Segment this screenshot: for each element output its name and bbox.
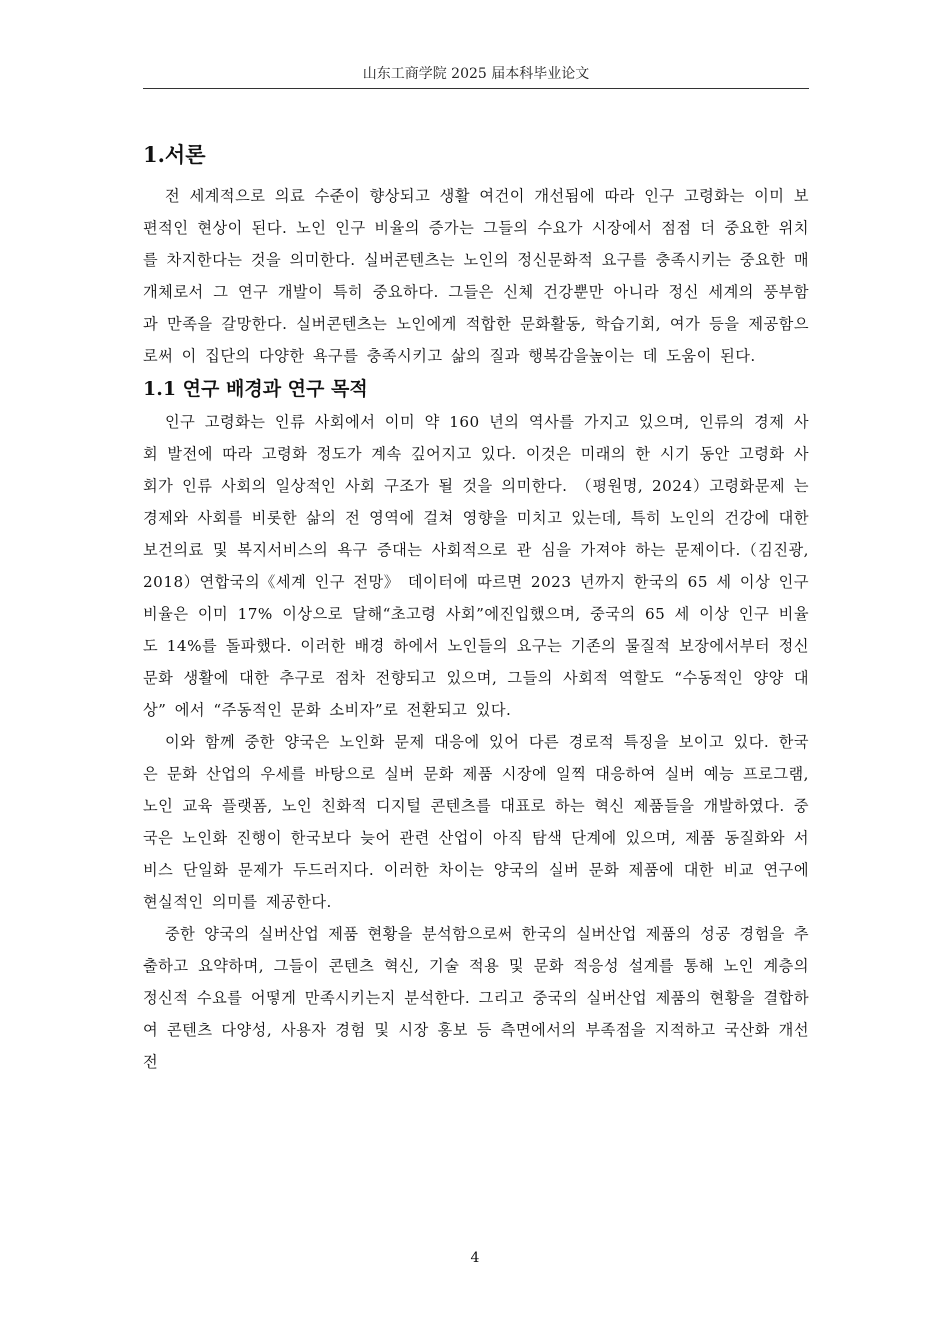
page-number: 4 [470, 1250, 480, 1266]
section-heading-background: 1.1 연구 배경과 연구 목적 [143, 378, 368, 400]
page-body [143, 130, 809, 1078]
paragraph: 이와 함께 중한 양국은 노인화 문제 대응에 있어 다른 경로적 특징을 보이고 있다. 한국은 문화 산업의 우세를 바탕으로 실버 문화 제품 시장에 일찍 대응하여 실버 예능 프로그램, 노인 교육 플랫폼, 노인 친화적 디지털 콘텐츠를 대표로 하는 혁신 제품들을 개발하였다. 중국은 노인화 진행이 한국보다 늦어 관련 산업이 아직 탐색 단계에 있으며, 제품 동질화와 서비스 단일화 문제가 두드러지다. 이러한 차이는 양국의 실버 문화 제품에 대한 비교 연구에 현실적인 의미를 제공한다. [143, 733, 809, 911]
paragraph: 중한 양국의 실버산업 제품 현황을 분석함으로써 한국의 실버산업 제품의 성공 경험을 추출하고 요약하며, 그들이 콘텐츠 혁신, 기술 적용 및 문화 적응성 설계를 통해 노인 계층의 정신적 수요를 어떻게 만족시키는지 분석한다. 그리고 중국의 실버산업 제품의 현황을 결합하여 콘텐츠 다양성, 사용자 경험 및 시장 홍보 등 측면에서의 부족점을 지적하고 국산화 개선 전 [143, 925, 809, 1071]
paragraph: 인구 고령화는 인류 사회에서 이미 약 160 년의 역사를 가지고 있으며, 인류의 경제 사회 발전에 따라 고령화 정도가 계속 깊어지고 있다. 이것은 미래의 한 시기 동안 고령화 사회가 인류 사회의 일상적인 사회 구조가 될 것을 의미한다. （평원명, 2024）고령화문제 는 경제와 사회를 비롯한 삶의 전 영역에 걸쳐 영향을 미치고 있는데, 특히 노인의 건강에 대한 보건의료 및 복지서비스의 욕구 증대는 사회적으로 관 심을 가져야 하는 문제이다.（김진광, 2018）연합국의《세계 인구 전망》 데이터에 따르면 2023 년까지 한국의 65 세 이상 인구 비율은 이미 17% 이상으로 달해“초고령 사회”에진입했으며, 중국의 65 세 이상 인구 비율도 14%를 돌파했다. 이러한 배경 하에서 노인들의 요구는 기존의 물질적 보장에서부터 정신 문화 생활에 대한 추구로 점차 전향되고 있으며, 그들의 사회적 역할도 “수동적인 양양 대상” 에서 “주동적인 문화 소비자”로 전환되고 있다. [143, 413, 809, 719]
paragraph: 전 세계적으로 의료 수준이 향상되고 생활 여건이 개선됨에 따라 인구 고령화는 이미 보편적인 현상이 된다. 노인 인구 비율의 증가는 그들의 수요가 시장에서 점점 더 중요한 위치를 차지한다는 것을 의미한다. 실버콘텐츠는 노인의 정신문화적 요구를 충족시키는 중요한 매개체로서 그 연구 개발이 특히 중요하다. 그들은 신체 건강뿐만 아니라 정신 세계의 풍부함과 만족을 갈망한다. 실버콘텐츠는 노인에게 적합한 문화활동, 학습기회, 여가 등을 제공함으로써 이 집단의 다양한 욕구를 충족시키고 삶의 질과 행복감을높이는 데 도움이 된다. [143, 187, 809, 365]
section-heading-introduction: 1.서론 [143, 142, 206, 167]
running-header: 山东工商学院 2025 届本科毕业论文 [143, 64, 809, 89]
